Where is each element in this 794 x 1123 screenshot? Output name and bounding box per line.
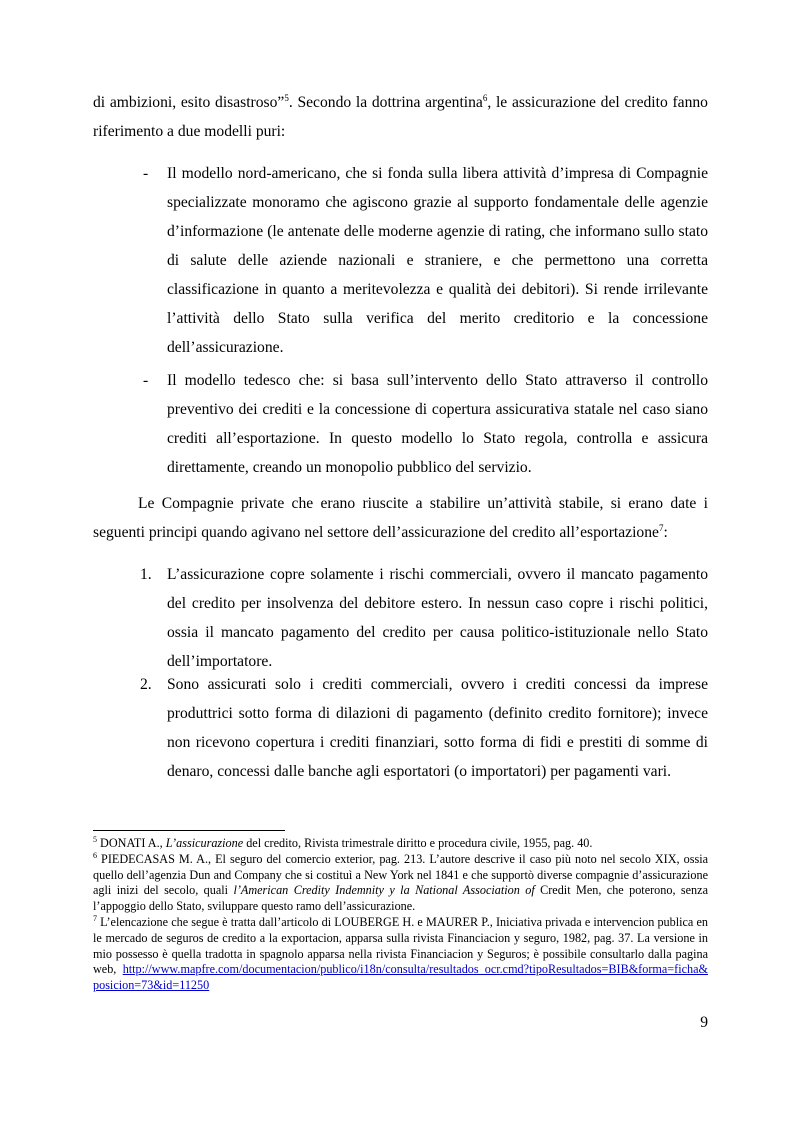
footnote-text: DONATI A.,	[97, 836, 166, 850]
list-item-text: Il modello nord-americano, che si fonda sulla libera attività d’impresa di Compagnie specializzate monoramo che agiscono grazie al supporto fondamentale delle agenzie d’informazione (le antenate delle moderne agenzie di rating, che informano sullo stato di salute delle aziende nazionali e straniere, e che permettono una corretta classificazione in quanto a meritevolezza e qualità dei debitori). Si rende irrilevante l’attività dello Stato sulla verifica del merito creditorio e la concessione dell’assicurazione.	[167, 165, 708, 356]
intro-paragraph	[93, 88, 708, 146]
principles-intro-text: Le Compagnie private che erano riuscite a stabilire un’attività stabile, si erano date i seguenti principi quando agivano nel settore dell’assicurazione del credito all’esportazione	[93, 495, 708, 541]
footnote-number: 6	[93, 850, 97, 860]
footnote-text: Credit Men, che poterono, senza l’appoggio dello Stato, sviluppare questo ramo dell’assicurazione.	[93, 883, 708, 914]
list-dash: -	[143, 372, 149, 389]
intro-text-a: di ambizioni, esito disastroso”	[93, 94, 285, 111]
list-number: 1.	[140, 566, 152, 583]
footnote-separator	[93, 830, 285, 831]
list-dash: -	[143, 165, 149, 182]
page-number: 9	[700, 1014, 708, 1031]
list-item-text: Il modello tedesco che: si basa sull’intervento dello Stato attraverso il controllo preventivo dei crediti e la concessione di copertura assicurativa statale nel caso siano crediti all’esportazione. In questo modello lo Stato regola, controlla e assicura direttamente, creando un monopolio pubblico del servizio.	[167, 372, 708, 476]
footnote-italic: l’American Credity Indemnity y la National Association of	[233, 883, 535, 898]
footnote-number: 5	[93, 834, 97, 844]
footnote-6	[93, 852, 708, 915]
list-item-principle-2	[93, 670, 708, 786]
footnotes	[93, 836, 708, 994]
footnote-text: del credito, Rivista trimestrale diritto e procedura civile, 1955, pag. 40.	[243, 836, 593, 850]
list-item-principle-1	[93, 560, 708, 676]
list-item-text: L’assicurazione copre solamente i rischi commerciali, ovvero il mancato pagamento del credito per insolvenza del debitore estero. In nessun caso copre i rischi politici, ossia il mancato pagamento del credito per causa politico-istituzionale nello Stato dell’importatore.	[167, 566, 708, 670]
principles-intro-paragraph	[93, 489, 708, 547]
footnote-text: L’elencazione che segue è tratta dall’articolo di LOUBERGE H. e MAURER P., Iniciativa privada e intervencion publica en le mercado de seguros de credito a la exportacion, apparsa sulla rivista Financiacion y seguro, 1982, pag. 37. La versione in mio possesso è quella tradotta in spagnolo apparsa nella rivista Financiacion y Seguros; è possibile consultarlo dalla pagina web,	[93, 914, 708, 977]
principles-intro-tail: :	[663, 524, 668, 541]
footnote-link[interactable]: http://www.mapfre.com/documentacion/publico/i18n/consulta/resultados_ocr.cmd?tipoResultados=BIB&forma=ficha&posicion=73&id=11250	[93, 962, 708, 993]
footnote-5	[93, 836, 708, 852]
footnote-text: PIEDECASAS M. A., El seguro del comercio exterior, pag. 213. L’autore descrive il caso più noto nel secolo XIX, ossia quello dell’agenzia Dun and Company che si costituì a New York nel 1841 e che supportò diverse compagnie d’assicurazione agli inizi del secolo, quali	[93, 851, 708, 898]
footnote-ref-5[interactable]: 5	[284, 92, 289, 103]
footnote-number: 7	[93, 913, 97, 923]
list-item-text: Sono assicurati solo i crediti commerciali, ovvero i crediti concessi da imprese produttrici sotto forma di dilazioni di pagamento (definito credito fornitore); invece non ricevono copertura i crediti finanziari, sotto forma di fidi e prestiti di somme di denaro, concessi dalle banche agli esportatori (o importatori) per pagamenti vari.	[167, 676, 708, 780]
list-number: 2.	[140, 676, 152, 693]
intro-text-c: , le assicurazione del credito fanno riferimento a due modelli puri:	[93, 94, 708, 140]
footnote-ref-7[interactable]: 7	[658, 522, 664, 533]
intro-text-b: . Secondo la dottrina argentina	[288, 94, 483, 111]
footnote-ref-6[interactable]: 6	[482, 92, 488, 103]
footnote-italic: L’assicurazione	[165, 836, 244, 850]
list-item-model-de	[93, 366, 708, 482]
footnote-7	[93, 915, 708, 994]
list-item-model-us	[93, 159, 708, 362]
